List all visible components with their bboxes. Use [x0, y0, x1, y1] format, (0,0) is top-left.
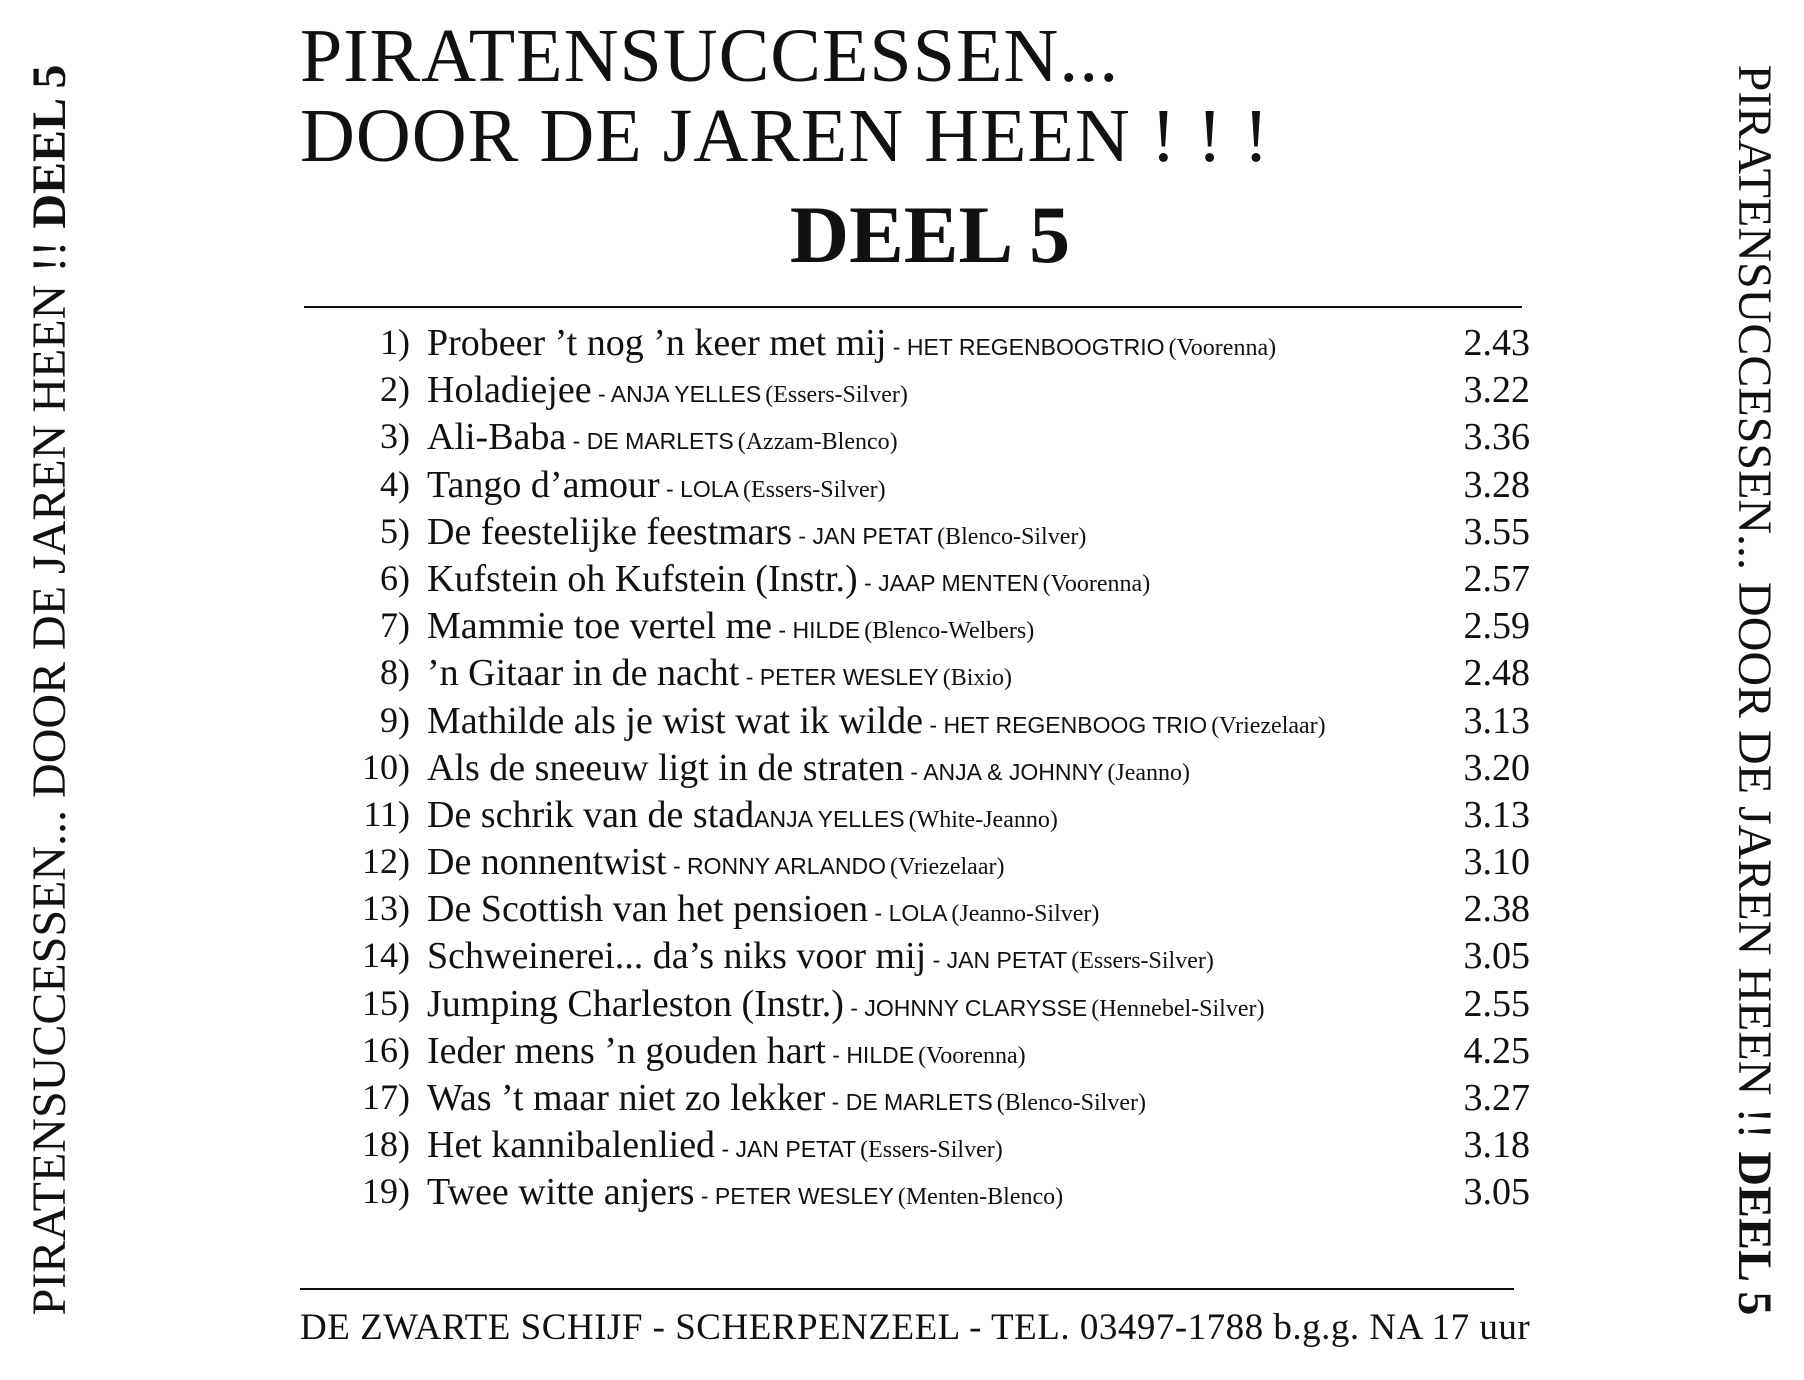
track-credit: (White-Jeanno)	[908, 806, 1058, 833]
track-separator: -	[694, 1183, 715, 1210]
track-info	[427, 1076, 1146, 1120]
track-title: Tango d’amour	[427, 463, 660, 506]
track-info	[427, 368, 908, 412]
track-artist: LOLA	[888, 900, 948, 927]
track-row	[300, 411, 1560, 458]
track-artist: DE MARLETS	[845, 1089, 993, 1115]
track-duration: 2.59	[1463, 605, 1530, 648]
title-line-1: PIRATENSUCCESSEN...	[300, 14, 1120, 98]
track-credit: (Essers-Silver)	[765, 382, 908, 409]
track-duration: 2.57	[1463, 557, 1530, 600]
track-credit: (Voorenna)	[1042, 570, 1151, 597]
track-separator: -	[659, 475, 681, 502]
track-artist: JOHNNY CLARYSSE	[864, 994, 1088, 1021]
track-artist: LOLA	[680, 475, 739, 502]
track-credit: (Vriezelaar)	[890, 854, 1005, 881]
track-number: 14)	[362, 935, 410, 976]
track-artist: HILDE	[792, 617, 861, 644]
track-separator: -	[591, 381, 611, 408]
track-number: 17)	[362, 1077, 410, 1117]
track-separator: -	[566, 428, 587, 455]
track-number: 7)	[380, 605, 410, 646]
track-artist: PETER WESLEY	[714, 1183, 894, 1210]
spine-right-deel: DEEL 5	[1728, 1151, 1781, 1316]
track-number: 3)	[380, 416, 410, 457]
track-row	[300, 978, 1560, 1025]
track-duration: 3.20	[1463, 746, 1530, 789]
spine-right	[1704, 0, 1804, 1380]
track-title: Schweinerei... da’s niks voor mij	[427, 935, 927, 978]
track-separator: -	[715, 1136, 736, 1163]
track-info	[427, 415, 898, 459]
track-number: 19)	[362, 1171, 410, 1212]
top-divider	[304, 306, 1522, 308]
track-row	[300, 459, 1560, 506]
track-separator: -	[739, 664, 760, 691]
track-number: 8)	[380, 652, 410, 693]
track-title: De Scottish van het pensioen	[427, 888, 869, 931]
track-number: 5)	[380, 510, 410, 551]
track-artist: ANJA YELLES	[754, 805, 905, 832]
track-number: 13)	[362, 888, 410, 929]
track-separator: -	[843, 994, 865, 1021]
track-title: ’n Gitaar in de nacht	[427, 652, 740, 695]
track-separator: -	[868, 900, 889, 927]
track-number: 4)	[380, 463, 410, 504]
track-title: Ali-Baba	[427, 416, 567, 459]
track-row	[300, 930, 1560, 977]
track-credit: (Essers-Silver)	[860, 1137, 1003, 1164]
track-separator: -	[904, 758, 924, 785]
track-number: 10)	[362, 746, 410, 787]
track-title: Twee witte anjers	[427, 1171, 695, 1214]
track-credit: (Blenco-Silver)	[937, 523, 1087, 550]
track-duration: 3.28	[1463, 463, 1530, 506]
track-duration: 2.55	[1463, 982, 1530, 1025]
track-credit: (Voorenna)	[1168, 335, 1277, 361]
track-artist: JAN PETAT	[812, 522, 934, 549]
track-credit: (Hennebel-Silver)	[1091, 995, 1265, 1022]
page-title	[300, 16, 1560, 176]
track-number: 6)	[380, 557, 410, 598]
track-row	[300, 317, 1560, 364]
track-title: Kufstein oh Kufstein (Instr.)	[427, 557, 858, 600]
track-row	[300, 364, 1560, 411]
track-info	[427, 463, 886, 507]
track-info	[427, 793, 1058, 837]
track-duration: 2.43	[1463, 322, 1530, 364]
track-credit: (Blenco-Silver)	[996, 1090, 1146, 1116]
track-number: 18)	[362, 1124, 410, 1165]
track-duration: 3.10	[1463, 841, 1530, 884]
track-duration: 2.48	[1463, 652, 1530, 695]
track-artist: DE MARLETS	[586, 428, 734, 455]
track-credit: (Essers-Silver)	[742, 476, 886, 503]
track-duration: 3.18	[1463, 1124, 1530, 1167]
track-info	[427, 934, 1214, 978]
track-title: Het kannibalenlied	[427, 1124, 716, 1167]
track-credit: (Essers-Silver)	[1071, 948, 1214, 975]
spine-left	[0, 0, 100, 1380]
track-credit: (Bixio)	[942, 665, 1013, 692]
track-info	[427, 1029, 1026, 1073]
track-row	[300, 1072, 1560, 1119]
track-row	[300, 695, 1560, 742]
track-row	[300, 883, 1560, 930]
track-number: 11)	[363, 793, 410, 834]
track-number: 15)	[362, 982, 410, 1023]
volume-label: DEEL 5	[789, 189, 1071, 280]
spine-left-deel: DEEL 5	[23, 64, 76, 229]
track-title: Mathilde als je wist wat ik wilde	[427, 699, 924, 742]
track-separator: -	[926, 947, 947, 974]
track-info	[427, 321, 1276, 365]
spine-right-title: PIRATENSUCCESSEN... DOOR DE JAREN HEEN !!	[1728, 64, 1781, 1140]
track-duration: 3.05	[1463, 1171, 1530, 1214]
track-separator: -	[825, 1089, 846, 1115]
track-credit: (Blenco-Welbers)	[864, 618, 1035, 645]
track-credit: (Jeanno)	[1107, 759, 1191, 786]
track-info	[427, 557, 1150, 601]
track-artist: JAAP MENTEN	[878, 569, 1039, 596]
track-separator: -	[886, 334, 907, 360]
track-artist: PETER WESLEY	[759, 664, 939, 691]
track-number: 2)	[380, 369, 410, 410]
track-title: De schrik van de stad	[427, 793, 755, 836]
footer-contact: DE ZWARTE SCHIJF - SCHERPENZEEL - TEL. 03497-1788 b.g.g. NA 17 uur	[300, 1307, 1531, 1348]
track-info	[427, 982, 1264, 1026]
track-duration: 3.27	[1463, 1077, 1530, 1119]
track-artist: HET REGENBOOGTRIO	[906, 334, 1165, 360]
track-row	[300, 789, 1560, 836]
track-separator: -	[857, 569, 879, 596]
track-info	[427, 699, 1326, 743]
track-artist: RONNY ARLANDO	[687, 853, 886, 880]
track-number: 9)	[380, 699, 410, 740]
track-duration: 3.05	[1463, 935, 1530, 978]
track-artist: HET REGENBOOG TRIO	[943, 711, 1208, 738]
track-list	[300, 317, 1560, 1214]
track-info	[427, 840, 1004, 884]
track-info	[427, 746, 1190, 790]
track-separator: -	[792, 522, 813, 549]
track-credit: (Voorenna)	[918, 1042, 1026, 1069]
track-duration: 3.13	[1463, 699, 1530, 742]
track-duration: 3.13	[1463, 793, 1530, 836]
track-title: Holadiejee	[427, 369, 592, 412]
track-row	[300, 553, 1560, 600]
track-duration: 2.38	[1463, 888, 1530, 931]
track-artist: HILDE	[846, 1041, 915, 1068]
track-row	[300, 742, 1560, 789]
spine-left-text	[22, 65, 78, 1316]
track-title: Ieder mens ’n gouden hart	[427, 1029, 826, 1072]
track-number: 1)	[380, 322, 410, 362]
track-separator: -	[923, 711, 944, 738]
track-duration: 3.55	[1463, 510, 1530, 553]
track-title: De nonnentwist	[427, 841, 667, 884]
track-artist: ANJA YELLES	[610, 381, 762, 408]
track-artist: JAN PETAT	[735, 1136, 857, 1163]
track-row	[300, 506, 1560, 553]
track-credit: (Menten-Blenco)	[897, 1184, 1064, 1211]
track-title: Als de sneeuw ligt in de straten	[427, 746, 905, 789]
title-line-2: DOOR DE JAREN HEEN ! ! !	[300, 94, 1270, 178]
track-row	[300, 600, 1560, 647]
track-info	[427, 510, 1086, 554]
track-info	[427, 887, 1099, 931]
track-duration: 3.36	[1463, 416, 1530, 459]
track-row	[300, 647, 1560, 694]
track-credit: (Azzam-Blenco)	[737, 429, 898, 456]
track-title: Was ’t maar niet zo lekker	[427, 1077, 826, 1119]
track-title: De feestelijke feestmars	[427, 510, 793, 553]
track-row	[300, 1119, 1560, 1166]
track-separator: -	[666, 853, 688, 880]
track-info	[427, 1123, 1003, 1167]
track-number: 12)	[362, 841, 410, 882]
bottom-divider	[300, 1288, 1514, 1290]
track-credit: (Jeanno-Silver)	[951, 901, 1100, 928]
track-title: Jumping Charleston (Instr.)	[427, 982, 844, 1025]
track-duration: 3.22	[1463, 369, 1530, 412]
track-row	[300, 1166, 1560, 1213]
track-row	[300, 1025, 1560, 1072]
spine-left-title: PIRATENSUCCESSEN... DOOR DE JAREN HEEN !!	[23, 240, 76, 1316]
track-info	[427, 651, 1012, 695]
spine-right-text	[1726, 65, 1782, 1316]
track-separator: -	[825, 1041, 847, 1068]
track-info	[427, 1170, 1063, 1214]
track-number: 16)	[362, 1029, 410, 1070]
track-row	[300, 836, 1560, 883]
track-info	[427, 604, 1034, 648]
track-credit: (Vriezelaar)	[1211, 712, 1326, 739]
track-title: Mammie toe vertel me	[427, 605, 773, 648]
track-separator: -	[772, 617, 793, 644]
track-artist: JAN PETAT	[946, 947, 1068, 974]
track-duration: 4.25	[1463, 1029, 1530, 1072]
track-artist: ANJA & JOHNNY	[923, 758, 1104, 785]
track-title: Probeer ’t nog ’n keer met mij	[427, 322, 887, 364]
